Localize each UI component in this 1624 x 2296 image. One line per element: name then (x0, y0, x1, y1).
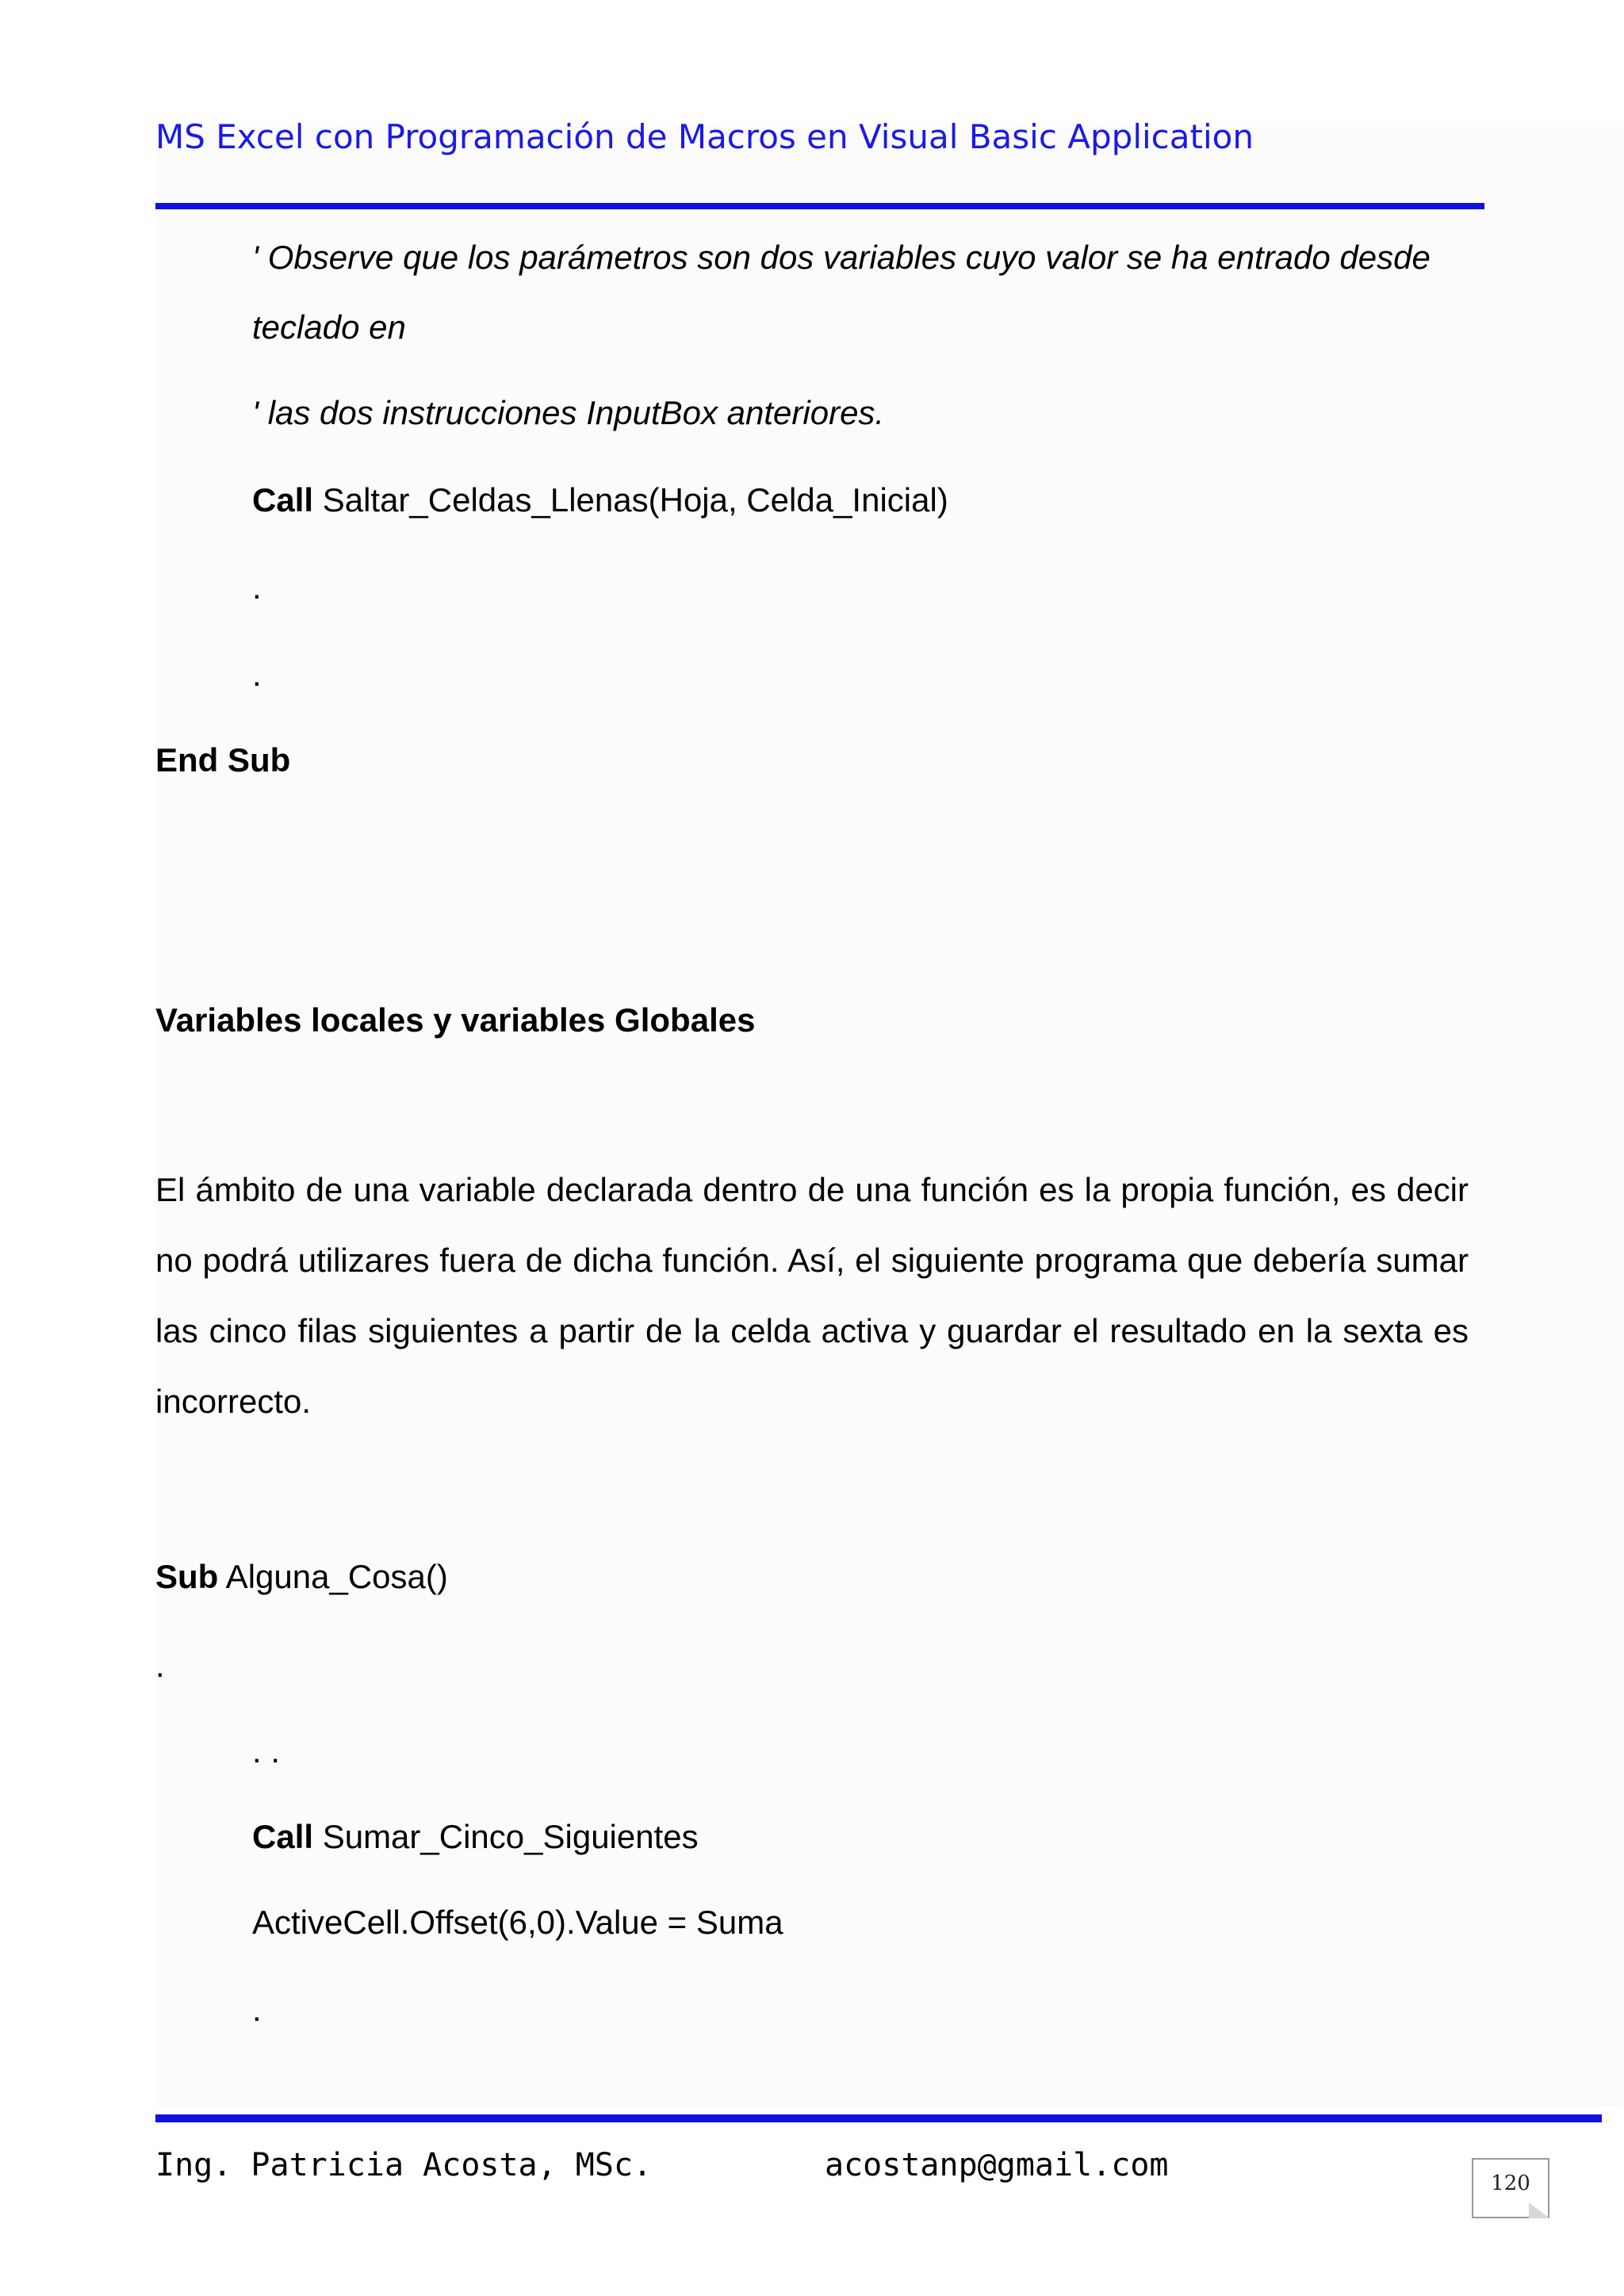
code-ellipsis-dot: . (252, 1991, 262, 2028)
sub-name: Alguna_Cosa() (218, 1558, 448, 1595)
code-assignment-line: ActiveCell.Offset(6,0).Value = Suma (252, 1904, 783, 1941)
footer-email: acostanp@gmail.com (825, 2147, 1169, 2183)
call-statement: Sumar_Cinco_Siguientes (313, 1818, 699, 1855)
code-ellipsis-dot: . (252, 656, 262, 693)
code-comment-line: ' las dos instrucciones InputBox anteriores. (252, 394, 885, 431)
document-header-title: MS Excel con Programación de Macros en Visual Basic Application (155, 117, 1254, 156)
section-heading: Variables locales y variables Globales (155, 1001, 756, 1039)
code-call-line (252, 1820, 699, 1854)
end-sub-keyword: End Sub (155, 741, 291, 779)
body-paragraph: El ámbito de una variable declarada dentro de una función es la propia función, es decir no podrá utilizares fuera de dicha función. Así, el siguiente programa que debería sumar las cinco filas siguientes a partir de la celda activa y guardar el resultado en la sexta es incorrecto. (155, 1171, 1469, 1420)
code-comment-line: ' Observe que los parámetros son dos variables cuyo valor se ha entrado desde (252, 239, 1431, 276)
page-curl-icon (1529, 2202, 1549, 2218)
footer-divider (155, 2114, 1602, 2122)
header-divider (155, 203, 1484, 209)
call-keyword: Call (252, 481, 314, 519)
call-statement: Saltar_Celdas_Llenas(Hoja, Celda_Inicial) (313, 481, 948, 519)
code-ellipsis-dots: . . (252, 1732, 281, 1770)
page-number: 120 (1491, 2172, 1530, 2195)
sub-keyword: Sub (155, 1558, 219, 1595)
call-keyword: Call (252, 1818, 314, 1855)
page-number-box (1472, 2158, 1549, 2218)
code-sub-line (155, 1560, 448, 1594)
code-ellipsis-dot: . (252, 568, 262, 606)
code-comment-line-continuation: teclado en (252, 308, 406, 346)
code-call-line (252, 481, 948, 519)
code-ellipsis-dot: . (155, 1647, 165, 1684)
footer-author: Ing. Patricia Acosta, MSc. (155, 2147, 653, 2183)
